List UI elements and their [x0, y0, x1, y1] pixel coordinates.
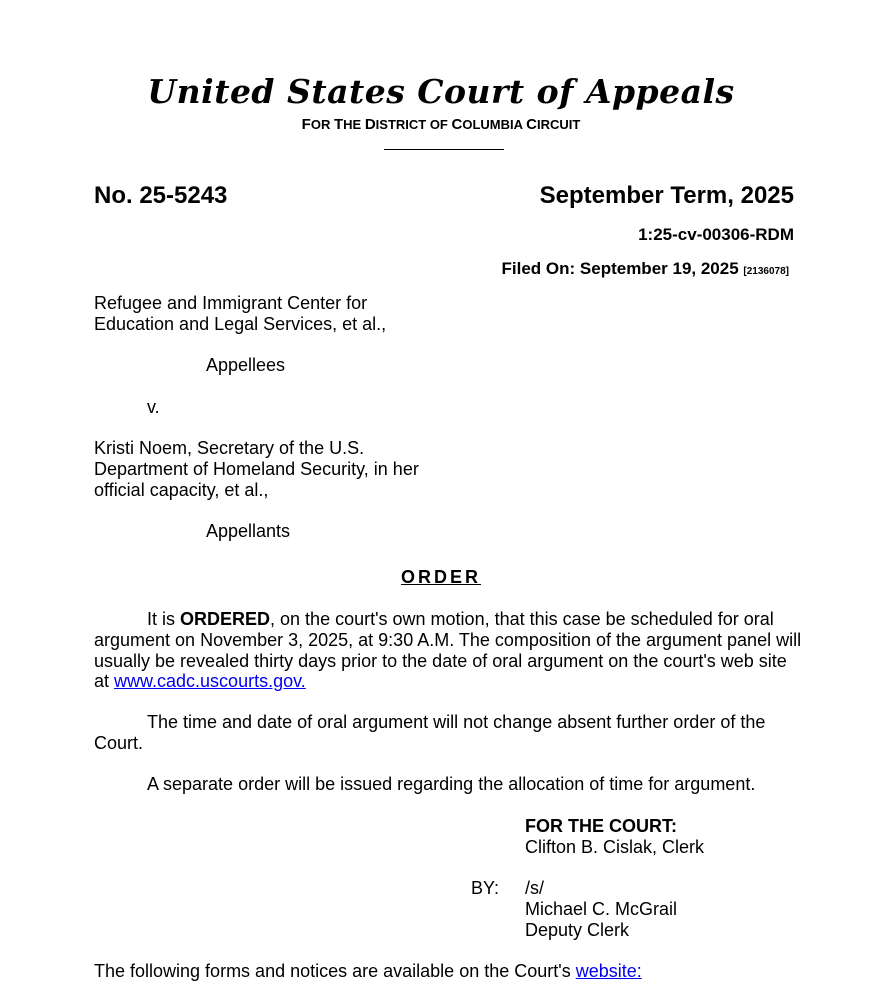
circuit-subtitle: FOR THE DISTRICT OF COLUMBIA CIRCUIT [301, 116, 581, 133]
case-number: No. 25-5243 [94, 182, 228, 209]
filed-date: Filed On: September 19, 2025 [2136078] [501, 259, 789, 278]
deputy-clerk-name: Michael C. McGrail [525, 899, 678, 919]
order-heading: ORDER [400, 567, 481, 587]
header-rule [384, 149, 504, 150]
appellant-name: Kristi Noem, Secretary of the U.S. Department of Homeland Security, in her official capacity, et al., [94, 438, 419, 500]
court-title: United States Court of Appeals [147, 72, 735, 111]
website-link[interactable]: website: [575, 961, 642, 981]
for-the-court: FOR THE COURT: [525, 816, 677, 836]
appellee-name: Refugee and Immigrant Center for Education and Legal Services, et al., [94, 293, 387, 334]
deputy-clerk-title: Deputy Clerk [525, 920, 630, 940]
docket-number: 1:25-cv-00306-RDM [638, 225, 794, 244]
footer-note: The following forms and notices are available on the Court's website: [94, 961, 642, 981]
term: September Term, 2025 [539, 182, 794, 209]
order-paragraph-2: The time and date of oral argument will not change absent further order of the Court. [94, 712, 766, 753]
document-id: [2136078] [743, 266, 789, 277]
versus: v. [147, 397, 160, 417]
clerk-name: Clifton B. Cislak, Clerk [525, 837, 705, 857]
order-paragraph-1: It is ORDERED, on the court's own motion, that this case be scheduled for oral argument on November 3, 2025, at 9:30 A.M. The composition of the argument panel will usually be revealed thirty days prior to the date of oral argument on the court's web site at www.cadc.uscourts.gov. [94, 609, 802, 692]
by-label: BY: [471, 878, 500, 898]
appellees-label: Appellees [206, 355, 286, 375]
court-website-link[interactable]: www.cadc.uscourts.gov. [114, 671, 306, 692]
appellants-label: Appellants [206, 521, 291, 541]
signature-mark: /s/ [525, 878, 545, 898]
order-paragraph-3: A separate order will be issued regarding the allocation of time for argument. [147, 774, 756, 794]
